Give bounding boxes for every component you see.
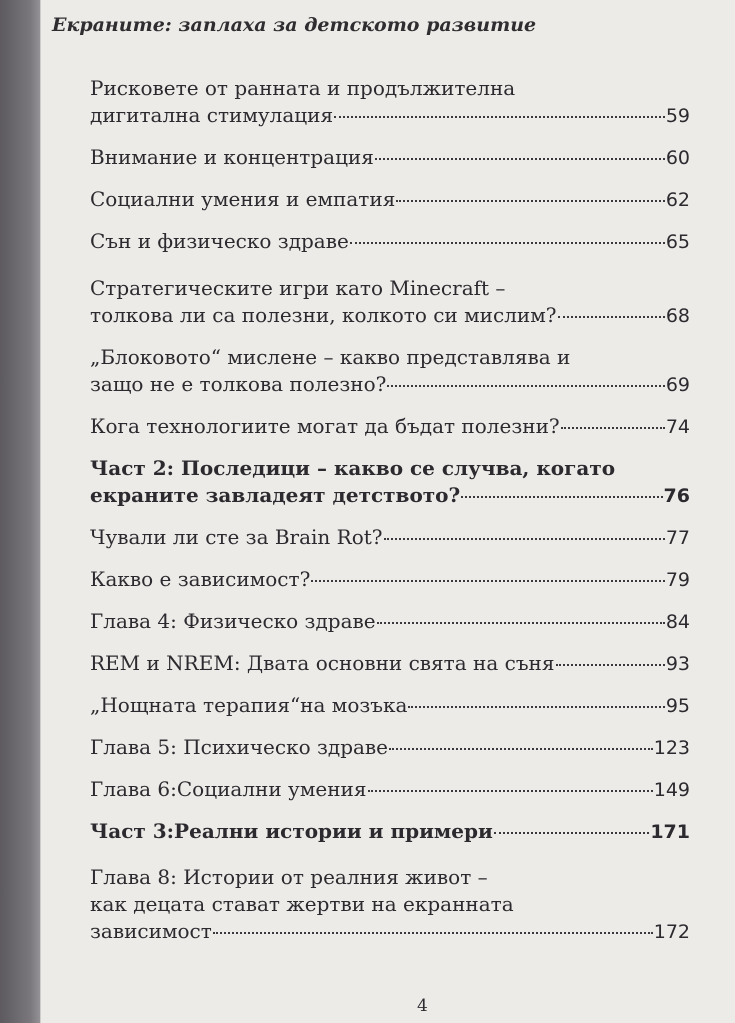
toc-entry-page: 171 bbox=[650, 821, 690, 843]
toc-entry-page: 62 bbox=[665, 189, 690, 211]
running-header: Екраните: заплаха за детското развитие bbox=[52, 14, 537, 36]
toc-entry-title: зависимост bbox=[90, 919, 212, 943]
dot-leader bbox=[311, 580, 665, 582]
dot-leader bbox=[377, 622, 665, 624]
toc-entry bbox=[90, 566, 690, 594]
dot-leader bbox=[213, 932, 653, 934]
toc-entry bbox=[90, 734, 690, 762]
toc-entry-title: Стратегическите игри като Minecraft – bbox=[90, 276, 506, 300]
toc-entry-title: защо не е толкова полезно? bbox=[90, 372, 387, 396]
toc-entry-page: 68 bbox=[665, 305, 690, 327]
toc-entry-title: Внимание и концентрация bbox=[90, 145, 374, 169]
toc-entry bbox=[90, 864, 690, 946]
toc-entry bbox=[90, 413, 690, 441]
dot-leader bbox=[558, 316, 665, 318]
toc-entry bbox=[90, 275, 690, 330]
dot-leader bbox=[387, 385, 664, 387]
page-number: 4 bbox=[417, 996, 428, 1016]
dot-leader bbox=[375, 158, 665, 160]
dot-leader bbox=[461, 496, 662, 498]
toc-entry-page: 123 bbox=[653, 737, 690, 759]
toc-entry-title: Социални умения и емпатия bbox=[90, 187, 396, 211]
toc-entry-title: Глава 8: Истории от реалния живот – bbox=[90, 865, 488, 889]
toc-entry-title: дигитална стимулация bbox=[90, 103, 334, 127]
toc-entry bbox=[90, 776, 690, 804]
toc-entry-title: толкова ли са полезни, колкото си мислим? bbox=[90, 303, 557, 327]
dot-leader bbox=[396, 200, 664, 202]
dot-leader bbox=[389, 748, 653, 750]
dot-leader bbox=[561, 427, 665, 429]
toc-entry bbox=[90, 524, 690, 552]
toc-entry bbox=[90, 75, 690, 130]
toc-entry-title: Какво е зависимост? bbox=[90, 567, 311, 591]
toc-entry-page: 59 bbox=[665, 105, 690, 127]
toc-entry-page: 74 bbox=[665, 416, 690, 438]
dot-leader bbox=[556, 664, 665, 666]
toc-entry bbox=[90, 144, 690, 172]
toc-entry-page: 149 bbox=[653, 779, 690, 801]
toc-entry-title: Сън и физическо здраве bbox=[90, 229, 349, 253]
toc-entry-title: „Нощната терапия“на мозъка bbox=[90, 693, 408, 717]
toc-entry-page: 79 bbox=[665, 569, 690, 591]
toc-entry-title: „Блоковото“ мислене – какво представлява и bbox=[90, 345, 571, 369]
toc-entry-title: Глава 4: Физическо здраве bbox=[90, 609, 376, 633]
toc-entry-title: Глава 6:Социални умения bbox=[90, 777, 367, 801]
toc-entry bbox=[90, 692, 690, 720]
toc-entry-title: Кога технологиите могат да бъдат полезни? bbox=[90, 414, 560, 438]
toc-entry-title: екраните завладеят детството? bbox=[90, 483, 461, 507]
toc-entry-title: Чували ли сте за Brain Rot? bbox=[90, 525, 383, 549]
toc-entry-title: REM и NREM: Двата основни свята на съня bbox=[90, 651, 555, 675]
toc-entry-page: 77 bbox=[665, 527, 690, 549]
toc-entry bbox=[90, 608, 690, 636]
dot-leader bbox=[408, 706, 664, 708]
toc-entry bbox=[90, 344, 690, 399]
toc-entry bbox=[90, 186, 690, 214]
dot-leader bbox=[334, 116, 665, 118]
toc-entry-title: Рисковете от ранната и продължителна bbox=[90, 76, 516, 100]
toc-entry-title: Част 3:Реални истории и примери bbox=[90, 819, 493, 843]
toc-entry-page: 84 bbox=[665, 611, 690, 633]
dot-leader bbox=[350, 242, 665, 244]
toc-entry-page: 76 bbox=[663, 485, 690, 507]
toc-entry bbox=[90, 650, 690, 678]
toc-entry-page: 69 bbox=[665, 374, 690, 396]
dot-leader bbox=[368, 790, 653, 792]
toc-entry-title: как децата стават жертви на екранната bbox=[90, 892, 514, 916]
toc-entry bbox=[90, 455, 690, 510]
toc-entry-title: Част 2: Последици – какво се случва, когато bbox=[90, 456, 616, 480]
toc-entry bbox=[90, 228, 690, 256]
dot-leader bbox=[384, 538, 665, 540]
toc-entry-page: 60 bbox=[665, 147, 690, 169]
dot-leader bbox=[494, 832, 649, 834]
toc-entry bbox=[90, 818, 690, 846]
toc-entry-page: 95 bbox=[665, 695, 690, 717]
toc-entry-title: Глава 5: Психическо здраве bbox=[90, 735, 389, 759]
toc-entry-page: 93 bbox=[665, 653, 690, 675]
toc-entry-page: 65 bbox=[665, 231, 690, 253]
table-of-contents bbox=[90, 75, 690, 946]
toc-entry-page: 172 bbox=[653, 921, 690, 943]
